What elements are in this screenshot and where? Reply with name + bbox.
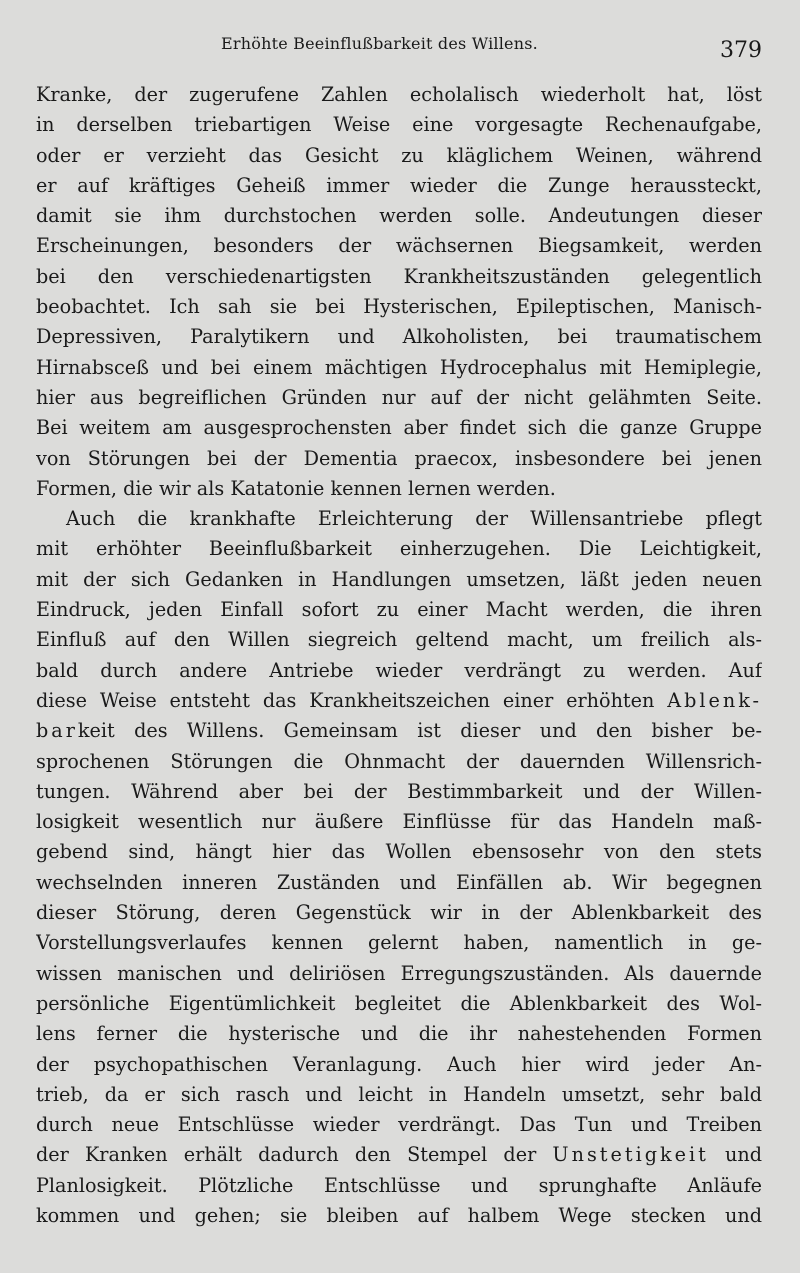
text-line: mit der sich Gedanken in Handlungen umsetzen, läßt jeden neuen [36,567,762,591]
text-line: Einfluß auf den Willen siegreich geltend macht, um freilich als- [36,628,762,652]
text-line: von Störungen bei der Dementia praecox, insbesondere bei jenen [36,446,762,470]
text-line-part: der Kranken erhält dadurch den Stempel der [36,1143,537,1167]
text-line: tungen. Während aber bei der Bestimmbarkeit und der Willen- [36,779,762,803]
running-title: Erhöhte Beeinflußbarkeit des Willens. [221,34,538,53]
text-line [36,716,762,746]
text-line: hier aus begreiflichen Gründen nur auf der nicht gelähmten Seite. [36,385,762,409]
text-line: damit sie ihm durchstochen werden solle. Andeutungen dieser [36,204,762,228]
text-line: losigkeit wesentlich nur äußere Einflüsse für das Handeln maß- [36,810,762,834]
text-line: bald durch andere Antriebe wieder verdrängt zu werden. Auf [36,658,762,682]
text-line: beobachtet. Ich sah sie bei Hysterischen, Epileptischen, Manisch- [36,295,762,319]
text-line: Bei weitem am ausgesprochensten aber findet sich die ganze Gruppe [36,416,762,440]
text-line: kommen und gehen; sie bleiben auf halbem Wege stecken und [36,1203,762,1227]
text-line: sprochenen Störungen die Ohnmacht der dauernden Willensrich- [36,749,762,773]
page-number: 379 [720,38,762,63]
text-line: Erscheinungen, besonders der wächsernen Biegsamkeit, werden [36,234,762,258]
text-line: der psychopathischen Veranlagung. Auch hier wird jeder An- [36,1052,762,1076]
text-line: er auf kräftiges Geheiß immer wieder die Zunge heraussteckt, [36,173,762,197]
text-line-part: diese Weise entsteht das Krankheitszeichen einer erhöhten [36,688,655,712]
text-line: bei den verschiedenartigsten Krankheitszuständen gelegentlich [36,264,762,288]
text-line [36,686,762,716]
text-line: durch neue Entschlüsse wieder verdrängt. Das Tun und Treiben [36,1113,762,1137]
text-line: Kranke, der zugerufene Zahlen echolalisch wiederholt hat, löst [36,83,762,106]
page-header [36,30,762,64]
spaced-term-ablenk: Ablenk- [667,688,762,712]
text-line: Vorstellungsverlaufes kennen gelernt haben, namentlich in ge- [36,931,762,955]
text-line: mit erhöhter Beeinflußbarkeit einherzugehen. Die Leichtigkeit, [36,537,762,561]
text-line: in derselben triebartigen Weise eine vorgesagte Rechenaufgabe, [36,113,762,137]
text-line-part: keit des Willens. Gemeinsam ist dieser und den bisher be- [77,719,762,743]
text-line: Eindruck, jeden Einfall sofort zu einer Macht werden, die ihren [36,598,762,622]
spaced-term-bar: bar [36,719,78,743]
text-line: Planlosigkeit. Plötzliche Entschlüsse und sprunghafte Anläufe [36,1173,762,1197]
body-text [36,80,762,1231]
text-line: Hirnabsceß und bei einem mächtigen Hydrocephalus mit Hemiplegie, [36,355,762,379]
text-line: wissen manischen und deliriösen Erregungszuständen. Als dauernde [36,961,762,985]
text-line: wechselnden inneren Zuständen und Einfällen ab. Wir begegnen [36,870,762,894]
spaced-term-unstetigkeit: Unstetigkeit [552,1143,709,1167]
paragraph-first-line: Auch die krankhafte Erleichterung der Willensantriebe pflegt [66,507,762,531]
text-line: oder er verzieht das Gesicht zu kläglichem Weinen, während [36,143,762,167]
text-line [36,1140,762,1170]
text-line: Depressiven, Paralytikern und Alkoholisten, bei traumatischem [36,325,762,349]
text-line: trieb, da er sich rasch und leicht in Handeln umsetzt, sehr bald [36,1082,762,1106]
text-line: gebend sind, hängt hier das Wollen ebensosehr von den stets [36,840,762,864]
text-line: lens ferner die hysterische und die ihr nahestehenden Formen [36,1022,762,1046]
text-line: Formen, die wir als Katatonie kennen lernen werden. [36,476,556,500]
text-line: persönliche Eigentümlichkeit begleitet die Ablenkbarkeit des Wol- [36,991,762,1015]
text-line-part: und [725,1143,762,1167]
text-line: dieser Störung, deren Gegenstück wir in der Ablenkbarkeit des [36,901,762,925]
